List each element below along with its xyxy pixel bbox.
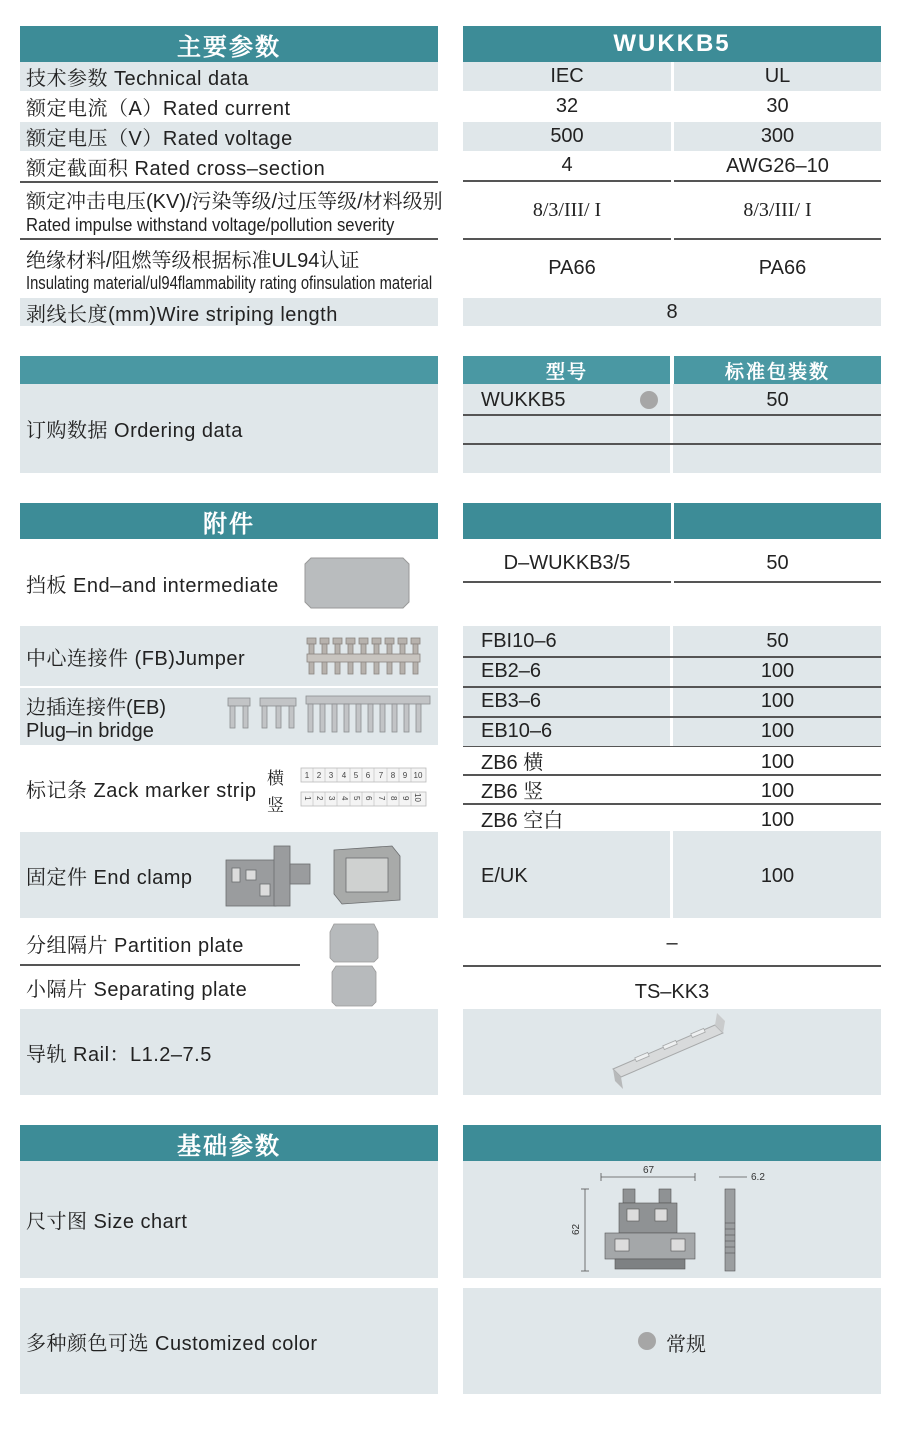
accessories-header-bar xyxy=(674,503,881,539)
basic-header-bar xyxy=(463,1125,881,1161)
insulating-material-label: 绝缘材料/阻燃等级根据标准UL94认证 Insulating material/ul94flammability rating ofinsulation material xyxy=(20,241,438,296)
divider xyxy=(20,964,300,966)
partition-plate-image xyxy=(328,922,380,1008)
partition-plate-code: – xyxy=(666,931,678,954)
color-swatch-icon xyxy=(638,1332,656,1350)
divider xyxy=(463,581,671,583)
zb6-vertical-qty: 100 xyxy=(760,780,795,802)
zb6-blank-code: ZB6 空白 xyxy=(481,810,564,832)
model-header: WUKKB5 xyxy=(463,26,881,62)
svg-text:9: 9 xyxy=(401,796,410,801)
jumper-code: FBI10–6 xyxy=(481,630,557,652)
eb2-code: EB2–6 xyxy=(481,660,542,682)
insulating-material-iec: PA66 xyxy=(548,257,596,279)
separating-plate-label: 小隔片 Separating plate xyxy=(20,967,300,1007)
zb6-blank-qty: 100 xyxy=(760,809,795,831)
svg-text:8: 8 xyxy=(389,796,398,801)
svg-text:10: 10 xyxy=(413,793,422,802)
svg-text:8: 8 xyxy=(390,771,396,780)
main-params-header: 主要参数 xyxy=(20,26,438,62)
svg-text:7: 7 xyxy=(378,771,384,780)
ordering-pack: 50 xyxy=(766,388,789,411)
svg-text:9: 9 xyxy=(402,771,408,780)
wire-striping-label: 剥线长度(mm)Wire striping length xyxy=(20,298,438,326)
basic-params-header: 基础参数 xyxy=(20,1125,438,1161)
divider xyxy=(674,581,881,583)
col-ul: UL xyxy=(674,62,881,91)
svg-text:2: 2 xyxy=(316,771,322,780)
marker-strip-vertical xyxy=(301,792,426,806)
end-clamp-label: 固定件 End clamp xyxy=(26,866,193,889)
eb2-qty: 100 xyxy=(760,660,795,682)
end-plate-qty: 50 xyxy=(766,551,789,574)
svg-text:3: 3 xyxy=(328,771,334,780)
rail-label: 导轨 Rail：L1.2–7.5 xyxy=(20,1009,438,1095)
jumper-label: 中心连接件 (FB)Jumper xyxy=(26,647,246,670)
svg-text:6: 6 xyxy=(365,771,371,780)
dim-depth-label: 6.2 xyxy=(751,1172,765,1183)
svg-text:1: 1 xyxy=(304,771,310,780)
ordering-header-bar xyxy=(20,356,438,384)
end-clamp-qty: 100 xyxy=(760,864,795,887)
color-name: 常规 xyxy=(666,1334,706,1356)
svg-text:4: 4 xyxy=(341,771,347,780)
partition-plate-label: 分组隔片 Partition plate xyxy=(20,922,300,964)
svg-text:2: 2 xyxy=(315,796,324,801)
svg-text:3: 3 xyxy=(327,796,336,801)
color-dot-icon xyxy=(640,391,658,409)
marker-vertical-label: 竖 xyxy=(267,796,284,815)
rated-current-label: 额定电流（A）Rated current xyxy=(20,92,438,121)
rated-voltage-ul: 300 xyxy=(674,122,881,151)
ordering-model: WUKKB5 xyxy=(481,388,566,411)
size-chart-drawing xyxy=(571,1163,775,1275)
impulse-voltage-iec: 8/3/III/ I xyxy=(532,199,602,221)
divider xyxy=(463,238,671,240)
dim-width-label: 67 xyxy=(643,1165,655,1176)
eb10-code: EB10–6 xyxy=(481,720,553,742)
custom-color-label: 多种颜色可选 Customized color xyxy=(20,1288,438,1394)
rated-voltage-iec: 500 xyxy=(463,122,671,151)
rail-code: TS–KK3 xyxy=(634,980,710,1003)
eb10-qty: 100 xyxy=(760,720,795,742)
cross-section-label: 额定截面积 Rated cross–section xyxy=(20,152,438,181)
rail-image xyxy=(463,1009,881,1095)
wire-striping-value: 8 xyxy=(463,298,881,326)
end-plate-code: D–WUKKB3/5 xyxy=(503,551,631,574)
divider xyxy=(20,238,438,240)
col-pack: 标准包装数 xyxy=(674,356,881,384)
eb3-qty: 100 xyxy=(760,690,795,712)
size-chart-label: 尺寸图 Size chart xyxy=(20,1161,438,1278)
svg-text:5: 5 xyxy=(353,771,359,780)
divider xyxy=(463,965,881,967)
svg-text:10: 10 xyxy=(413,771,423,780)
dim-height-label: 62 xyxy=(571,1223,582,1235)
impulse-voltage-ul: 8/3/III/ I xyxy=(743,199,812,221)
svg-text:1: 1 xyxy=(303,796,312,801)
rail-image-bg xyxy=(463,1009,881,1095)
col-model: 型号 xyxy=(463,356,671,384)
ordering-data-label: 订购数据 Ordering data xyxy=(20,384,438,473)
plug-bridge-image xyxy=(226,692,434,742)
eb3-code: EB3–6 xyxy=(481,690,542,712)
rated-voltage-label: 额定电压（V）Rated voltage xyxy=(20,122,438,151)
cross-section-iec: 4 xyxy=(561,154,573,176)
accessories-header-bar xyxy=(463,503,671,539)
cross-section-ul: AWG26–10 xyxy=(726,155,829,177)
rated-current-ul: 30 xyxy=(766,95,789,117)
accessories-header: 附件 xyxy=(20,503,438,539)
end-clamp-code: E/UK xyxy=(481,864,528,887)
divider xyxy=(463,414,881,416)
divider xyxy=(463,443,881,445)
divider xyxy=(674,180,881,182)
svg-text:4: 4 xyxy=(340,796,349,801)
rated-current-iec: 32 xyxy=(555,95,579,117)
impulse-voltage-label: 额定冲击电压(KV)/污染等级/过压等级/材料级别 Rated impulse withstand voltage/pollution severity xyxy=(20,183,438,238)
divider xyxy=(463,180,671,182)
insulating-material-ul: PA66 xyxy=(758,257,807,279)
end-clamp-image xyxy=(222,840,412,912)
zb6-horizontal-qty: 100 xyxy=(760,751,795,773)
svg-text:7: 7 xyxy=(377,796,386,801)
plug-bridge-label: 边插连接件(EB) Plug–in bridge xyxy=(26,696,166,742)
jumper-image xyxy=(303,634,433,678)
divider xyxy=(674,238,881,240)
svg-text:5: 5 xyxy=(352,796,361,801)
end-plate-image xyxy=(303,556,413,610)
marker-strip-label: 标记条 Zack marker strip xyxy=(26,779,257,802)
zb6-vertical-code: ZB6 竖 xyxy=(481,781,544,803)
jumper-qty: 50 xyxy=(766,630,789,652)
zb6-horizontal-code: ZB6 横 xyxy=(481,752,544,774)
col-iec: IEC xyxy=(463,62,671,91)
technical-data-label: 技术参数 Technical data xyxy=(20,62,438,91)
marker-strip-horizontal xyxy=(301,768,426,782)
end-plate-label: 挡板 End–and intermediate xyxy=(20,545,300,621)
svg-text:6: 6 xyxy=(364,796,373,801)
marker-horizontal-label: 横 xyxy=(267,769,284,788)
